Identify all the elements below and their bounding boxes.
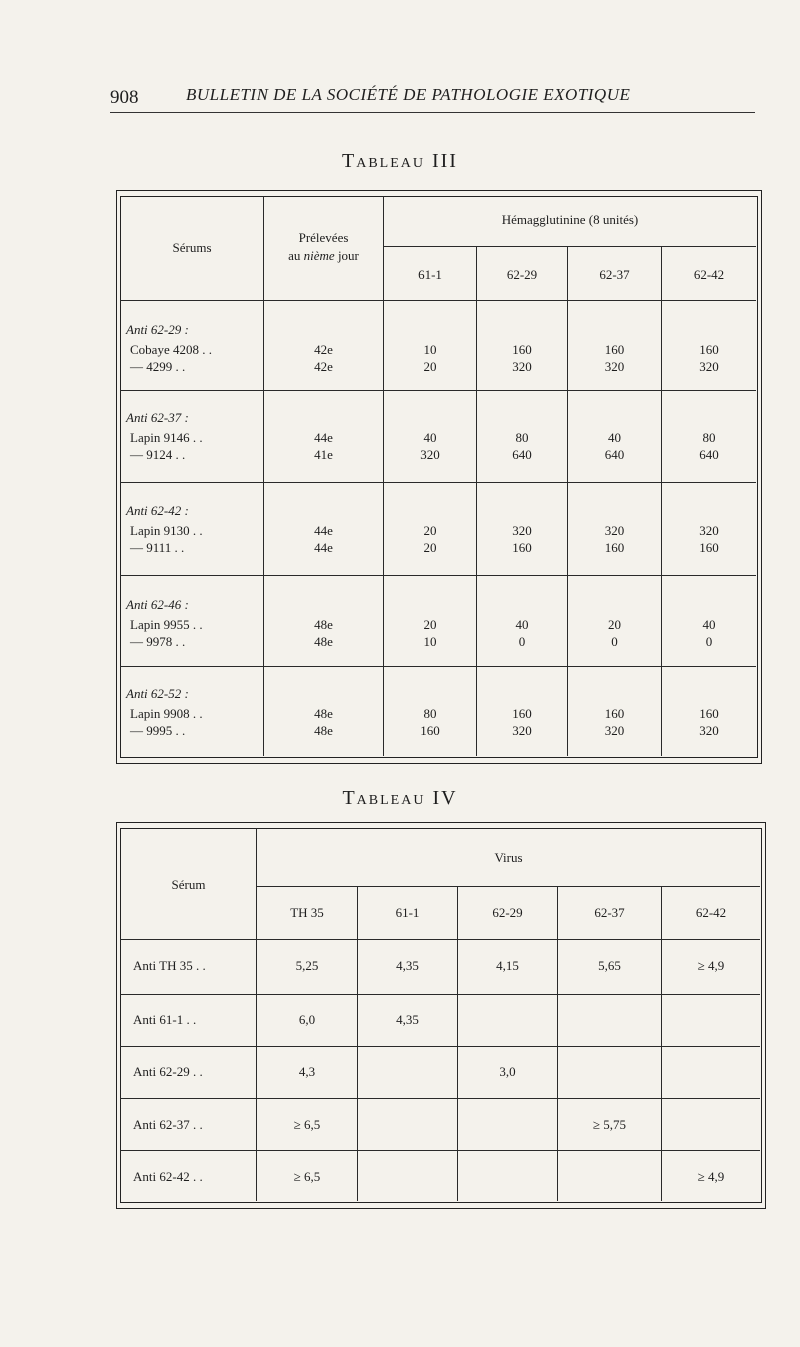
table-iii-value: 0 (611, 634, 618, 649)
table-iii-value: 160 (604, 342, 625, 357)
table-iv-serum-name: Anti 62-42 . . (133, 1169, 203, 1184)
journal-title: BULLETIN DE LA SOCIÉTÉ DE PATHOLOGIE EXOTIQUE (186, 85, 631, 104)
table-iv-value: ≥ 4,9 (697, 1169, 725, 1184)
table-iii-col-prelevees-day: au nième jour (288, 248, 359, 263)
table-iii-value: 640 (512, 447, 532, 462)
table-iii-value: 320 (604, 723, 625, 738)
table-iv-col-divider (357, 886, 358, 1201)
table-iii-value: 20 (423, 359, 437, 374)
table-iii-day: 48e (314, 617, 333, 632)
table-iii-serum-name: Lapin 9130 . . (130, 523, 203, 538)
table-iii-value: 640 (604, 447, 625, 462)
table-iii-value: 40 (515, 617, 529, 632)
table-iii-value: 320 (699, 523, 719, 538)
table-iii-serum-name: Lapin 9908 . . (130, 706, 203, 721)
table-iii-title: Tableau III (342, 150, 458, 172)
table-iv-row-rule (120, 1046, 760, 1047)
table-iii-col-hemagglutinine: Hémagglutinine (8 unités) (501, 212, 639, 227)
table-iii-value: 40 (608, 430, 621, 445)
table-iii-group-label: Anti 62-29 : (126, 322, 189, 337)
table-iii-value: 40 (423, 430, 437, 445)
table-iv-header-rule (120, 939, 760, 940)
table-iii-value: 160 (604, 706, 625, 721)
table-iii-serum-name: Lapin 9146 . . (130, 430, 203, 445)
table-iii-col-serums: Sérums (172, 240, 212, 255)
table-iii-serum-name: — 9111 . . (130, 540, 185, 555)
table-iv-title: Tableau IV (342, 787, 458, 809)
table-iv-subcol: 62-37 (594, 905, 625, 920)
table-iii-group-label: Anti 62-46 : (126, 597, 189, 612)
table-iv-subcol: 62-29 (492, 905, 523, 920)
table-iv-row-rule (120, 994, 760, 995)
table-iii-value: 10 (423, 634, 437, 649)
table-iii-value: 80 (702, 430, 716, 445)
table-iii-serum-name: — 9995 . . (130, 723, 186, 738)
table-iv-value: 5,25 (295, 958, 319, 973)
table-iv-col-divider (557, 886, 558, 1201)
table-iii-value: 160 (699, 540, 719, 555)
table-iv-value: 4,35 (396, 958, 419, 973)
table-iv-subcol: 61-1 (395, 905, 420, 920)
table-iii-subcol: 62-37 (599, 267, 630, 282)
table-iii-value: 20 (423, 523, 437, 538)
table-iii-group-label: Anti 62-42 : (126, 503, 189, 518)
table-iii-serum-name: — 9978 . . (130, 634, 186, 649)
table-iv-value: 5,65 (598, 958, 621, 973)
table-iv-col-divider (457, 886, 458, 1201)
table-iii-value: 320 (512, 723, 532, 738)
table-iii-subcol: 62-42 (693, 267, 725, 282)
table-iii-day: 44e (314, 430, 333, 445)
table-iii-value: 160 (604, 540, 625, 555)
table-iv-value: ≥ 6,5 (293, 1117, 321, 1132)
table-iii-value: 320 (604, 359, 625, 374)
table-iv-serum-name: Anti 61-1 . . (133, 1012, 197, 1027)
table-iii-serum-name: — 4299 . . (130, 359, 186, 374)
table-iii-value: 0 (705, 634, 713, 649)
table-iii-serum-name: Cobaye 4208 . . (130, 342, 212, 357)
table-iii-value: 160 (420, 723, 440, 738)
table-iii-value: 160 (699, 706, 719, 721)
table-iii-value: 160 (512, 706, 532, 721)
table-iv-col-divider (661, 886, 662, 1201)
table-iv-value: ≥ 4,9 (697, 958, 725, 973)
table-iii-value: 320 (699, 359, 719, 374)
page-number: 908 (110, 87, 139, 108)
table-iv-value: 6,0 (298, 1012, 316, 1027)
table-iv-value: ≥ 6,5 (293, 1169, 321, 1184)
table-iii-value: 20 (423, 617, 437, 632)
table-iii-day: 48e (314, 723, 333, 738)
table-iii-value: 160 (699, 342, 719, 357)
table-iii-day: 44e (314, 540, 333, 555)
table-iii-value: 0 (518, 634, 526, 649)
table-iii-col-prelevees: Prélevées (298, 230, 349, 245)
table-iv-subcol: 62-42 (695, 905, 727, 920)
table-iv-col-virus: Virus (494, 850, 523, 865)
table-iii-value: 20 (423, 540, 437, 555)
table-iii-value: 160 (512, 540, 532, 555)
table-iv-serum-name: Anti TH 35 . . (133, 958, 206, 973)
table-iii-day: 41e (314, 447, 333, 462)
table-iii-value: 80 (423, 706, 437, 721)
table-iv-col-serum: Sérum (171, 877, 206, 892)
table-iv-row-rule (120, 1150, 760, 1151)
table-iv-value: ≥ 5,75 (592, 1117, 627, 1132)
table-iv-value: 4,15 (496, 958, 519, 973)
table-iv-serum-name: Anti 62-29 . . (133, 1064, 203, 1079)
table-iii-day: 44e (314, 523, 333, 538)
table-iii-day: 42e (314, 342, 333, 357)
table-iii-value: 10 (423, 342, 437, 357)
table-iv-subcol: TH 35 (290, 905, 324, 920)
table-iii-value: 80 (515, 430, 529, 445)
table-iii-value: 320 (420, 447, 440, 462)
table-iii-group-label: Anti 62-52 : (126, 686, 189, 701)
table-iii-subcol: 62-29 (506, 267, 538, 282)
table-iv-value: 4,3 (298, 1064, 316, 1079)
table-iii-value: 640 (699, 447, 719, 462)
table-iii-day: 42e (314, 359, 333, 374)
table-iii-value: 320 (604, 523, 625, 538)
table-iii-serum-name: — 9124 . . (130, 447, 186, 462)
table-iii-value: 40 (702, 617, 716, 632)
table-iv-value: 4,35 (396, 1012, 419, 1027)
table-iii-value: 320 (512, 359, 532, 374)
table-iii-value: 160 (512, 342, 532, 357)
table-iii-subcol: 61-1 (418, 267, 442, 282)
table-iii-serum-name: Lapin 9955 . . (130, 617, 203, 632)
table-iii-day: 48e (314, 706, 333, 721)
table-iv-header-rule (256, 886, 760, 887)
table-iv-serum-name: Anti 62-37 . . (133, 1117, 203, 1132)
table-iii-day: 48e (314, 634, 333, 649)
table-iv-value: 3,0 (499, 1064, 516, 1079)
table-iv-row-rule (120, 1098, 760, 1099)
table-iii-value: 320 (512, 523, 532, 538)
table-iii-value: 320 (699, 723, 719, 738)
table-iii-value: 20 (608, 617, 621, 632)
table-iii-group-label: Anti 62-37 : (126, 410, 189, 425)
